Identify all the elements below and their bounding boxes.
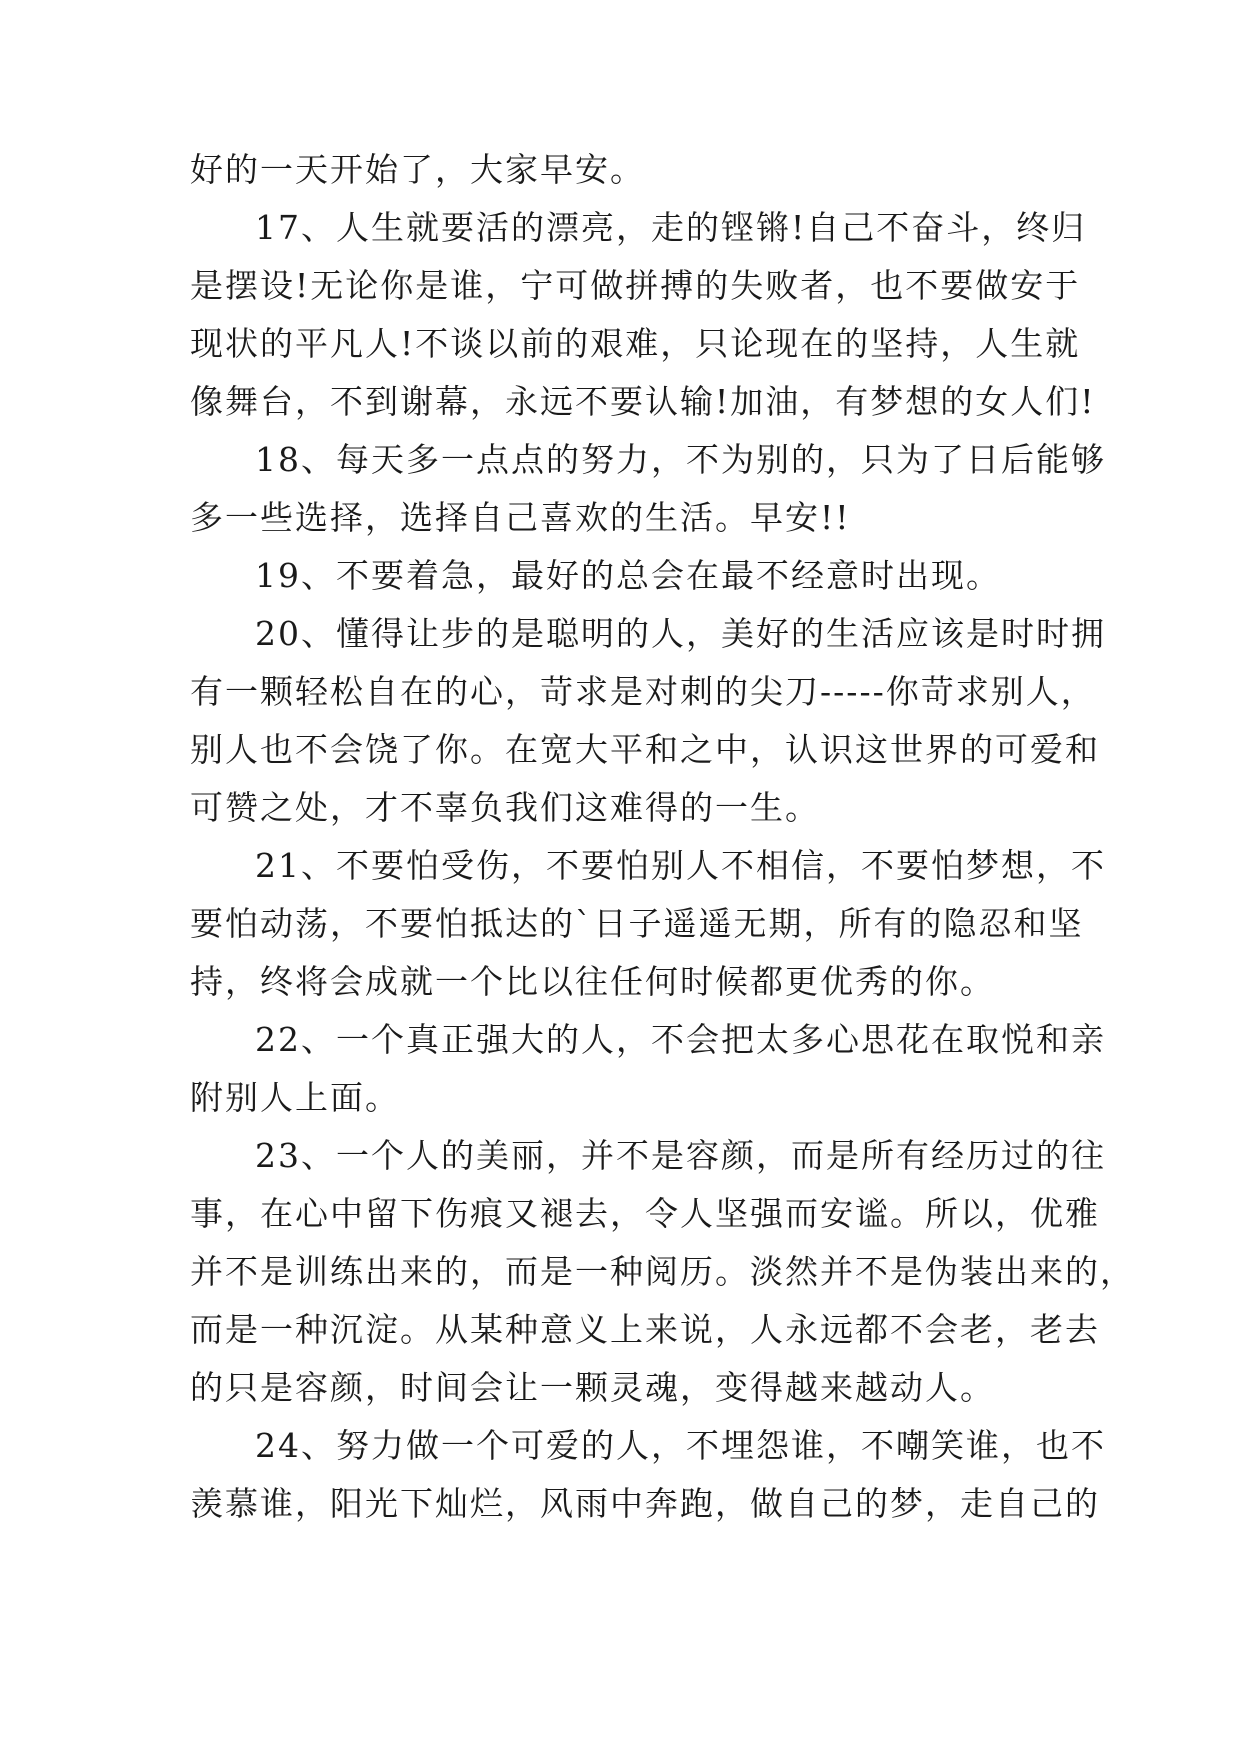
paragraph-24-line-2: 羡慕谁，阳光下灿烂，风雨中奔跑，做自己的梦，走自己的 bbox=[190, 1484, 1100, 1523]
paragraph-20-line-3: 别人也不会饶了你。在宽大平和之中，认识这世界的可爱和 bbox=[190, 730, 1100, 769]
paragraph-23-line-3: 并不是训练出来的，而是一种阅历。淡然并不是伪装出来的， bbox=[190, 1252, 1135, 1291]
paragraph-21-line-3: 持，终将会成就一个比以往任何时候都更优秀的你。 bbox=[190, 962, 995, 1001]
paragraph-17-line-2: 是摆设!无论你是谁，宁可做拼搏的失败者，也不要做安于 bbox=[190, 266, 1081, 305]
paragraph-17-line-3: 现状的平凡人!不谈以前的艰难，只论现在的坚持，人生就 bbox=[190, 324, 1081, 363]
paragraph-23-line-5: 的只是容颜，时间会让一颗灵魂，变得越来越动人。 bbox=[190, 1368, 995, 1407]
paragraph-19-line-1: 19、不要着急，最好的总会在最不经意时出现。 bbox=[255, 556, 1001, 595]
paragraph-17-line-1: 17、人生就要活的漂亮，走的铿锵!自己不奋斗，终归 bbox=[255, 208, 1087, 247]
paragraph-23-line-2: 事，在心中留下伤痕又褪去，令人坚强而安谧。所以，优雅 bbox=[190, 1194, 1100, 1233]
paragraph-23-line-4: 而是一种沉淀。从某种意义上来说，人永远都不会老，老去 bbox=[190, 1310, 1100, 1349]
paragraph-20-line-1: 20、懂得让步的是聪明的人，美好的生活应该是时时拥 bbox=[255, 614, 1106, 653]
paragraph-24-line-1: 24、努力做一个可爱的人，不埋怨谁，不嘲笑谁，也不 bbox=[255, 1426, 1106, 1465]
text-line: 好的一天开始了，大家早安。 bbox=[190, 150, 645, 189]
paragraph-17-line-4: 像舞台，不到谢幕，永远不要认输!加油，有梦想的女人们! bbox=[190, 382, 1096, 421]
paragraph-20-line-2: 有一颗轻松自在的心，苛求是对刺的尖刀-----你苛求别人， bbox=[190, 672, 1096, 711]
paragraph-21-line-2: 要怕动荡，不要怕抵达的`日子遥遥无期，所有的隐忍和坚 bbox=[190, 904, 1084, 943]
paragraph-18-line-1: 18、每天多一点点的努力，不为别的，只为了日后能够 bbox=[255, 440, 1106, 479]
paragraph-23-line-1: 23、一个人的美丽，并不是容颜，而是所有经历过的往 bbox=[255, 1136, 1106, 1175]
paragraph-21-line-1: 21、不要怕受伤，不要怕别人不相信，不要怕梦想，不 bbox=[255, 846, 1106, 885]
paragraph-18-line-2: 多一些选择，选择自己喜欢的生活。早安!! bbox=[190, 498, 851, 537]
paragraph-22-line-1: 22、一个真正强大的人，不会把太多心思花在取悦和亲 bbox=[255, 1020, 1106, 1059]
paragraph-20-line-4: 可赞之处，才不辜负我们这难得的一生。 bbox=[190, 788, 820, 827]
paragraph-22-line-2: 附别人上面。 bbox=[190, 1078, 400, 1117]
